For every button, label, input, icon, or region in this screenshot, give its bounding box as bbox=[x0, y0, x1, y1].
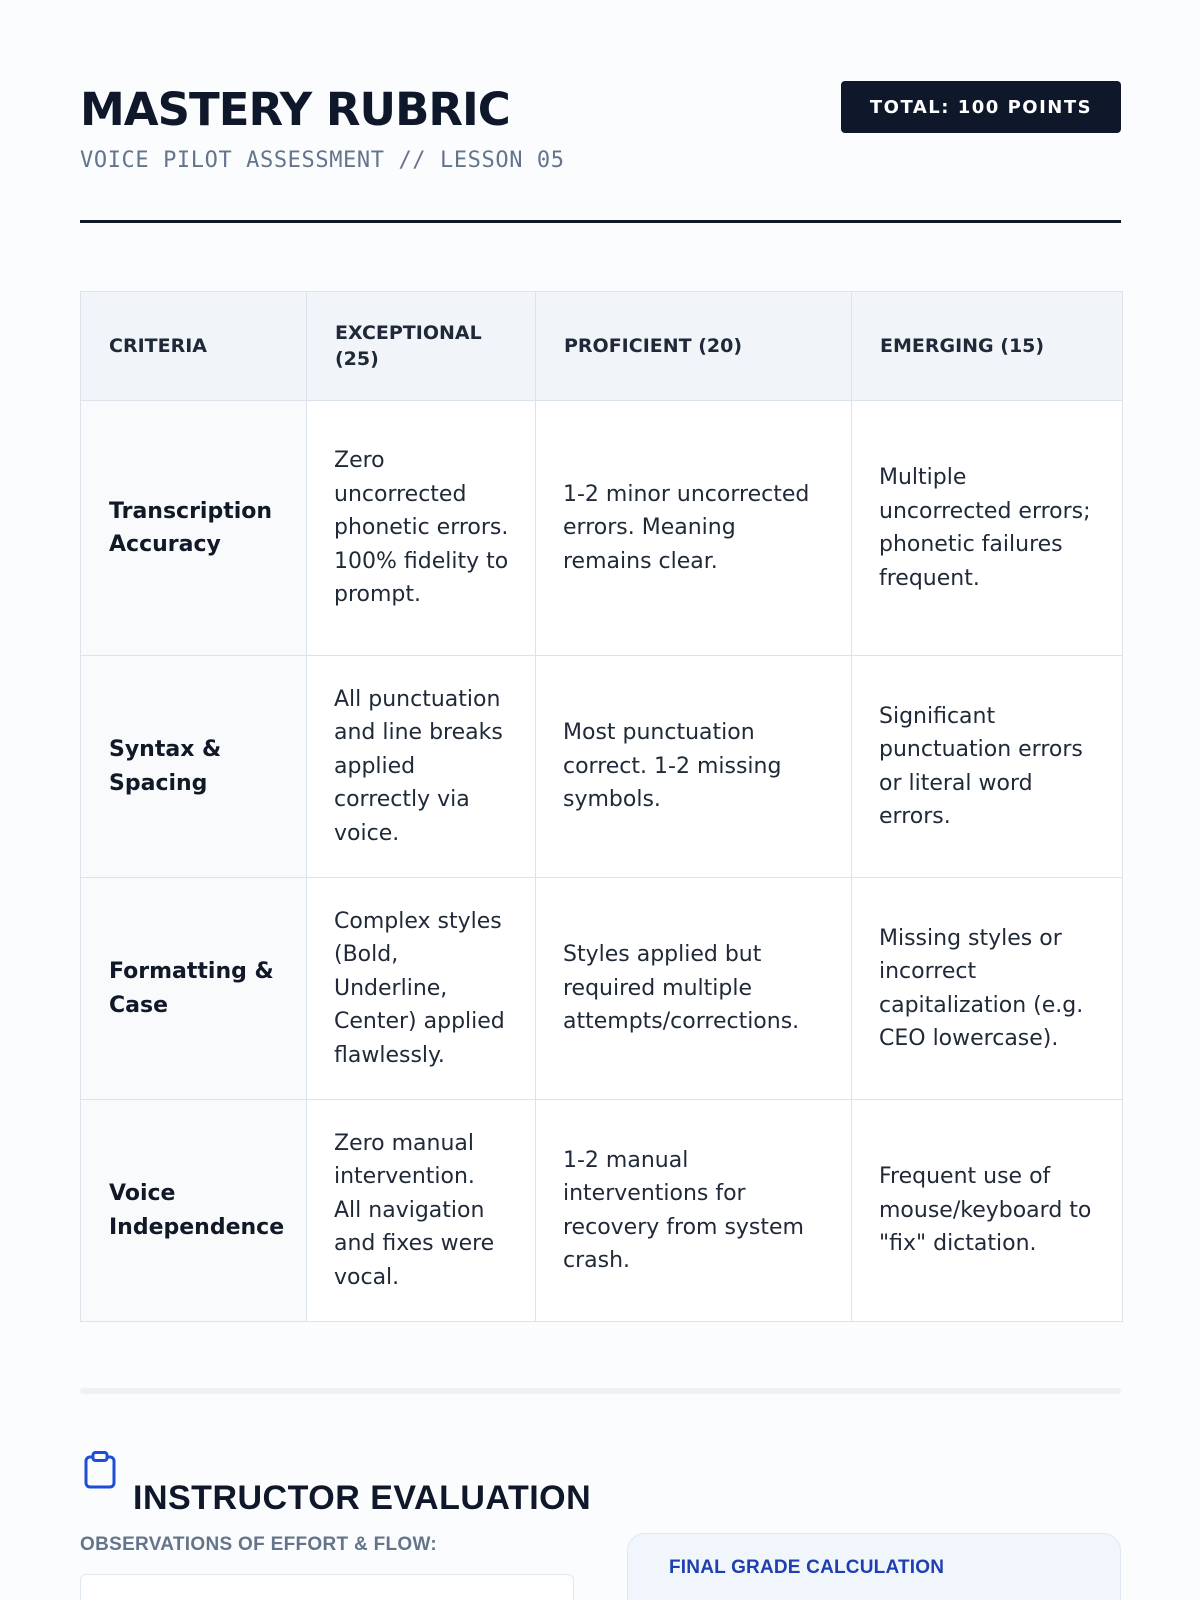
column-header-exceptional: EXCEPTIONAL (25) bbox=[307, 292, 536, 401]
exceptional-cell: Complex styles (Bold, Underline, Center) applied flawlessly. bbox=[307, 878, 536, 1100]
criteria-cell: Transcription Accuracy bbox=[81, 401, 307, 656]
emerging-cell: Multiple uncorrected errors; phonetic failures frequent. bbox=[852, 401, 1123, 656]
emerging-cell: Significant punctuation errors or literal word errors. bbox=[852, 656, 1123, 878]
table-row bbox=[81, 878, 1123, 1100]
proficient-cell: Styles applied but required multiple attempts/corrections. bbox=[536, 878, 852, 1100]
page-title: MASTERY RUBRIC bbox=[80, 83, 510, 136]
criteria-cell: Formatting & Case bbox=[81, 878, 307, 1100]
emerging-cell: Missing styles or incorrect capitalization (e.g. CEO lowercase). bbox=[852, 878, 1123, 1100]
rubric-header-row bbox=[81, 292, 1123, 401]
observations-label: OBSERVATIONS OF EFFORT & FLOW: bbox=[80, 1534, 437, 1555]
final-grade-title: FINAL GRADE CALCULATION bbox=[669, 1557, 945, 1578]
criteria-cell: Voice Independence bbox=[81, 1100, 307, 1322]
column-header-emerging: EMERGING (15) bbox=[852, 292, 1123, 401]
criteria-cell: Syntax & Spacing bbox=[81, 656, 307, 878]
exceptional-cell: All punctuation and line breaks applied correctly via voice. bbox=[307, 656, 536, 878]
proficient-cell: 1-2 manual interventions for recovery from system crash. bbox=[536, 1100, 852, 1322]
column-header-proficient: PROFICIENT (20) bbox=[536, 292, 852, 401]
emerging-cell: Frequent use of mouse/keyboard to "fix" dictation. bbox=[852, 1100, 1123, 1322]
table-row bbox=[81, 1100, 1123, 1322]
final-grade-card bbox=[627, 1533, 1121, 1600]
table-row bbox=[81, 656, 1123, 878]
header-divider bbox=[80, 220, 1121, 223]
table-row bbox=[81, 401, 1123, 656]
exceptional-cell: Zero manual intervention. All navigation and fixes were vocal. bbox=[307, 1100, 536, 1322]
clipboard-icon bbox=[83, 1451, 117, 1489]
total-points-badge: TOTAL: 100 POINTS bbox=[841, 81, 1121, 133]
observations-field[interactable] bbox=[80, 1574, 574, 1600]
exceptional-cell: Zero uncorrected phonetic errors. 100% fidelity to prompt. bbox=[307, 401, 536, 656]
section-divider bbox=[80, 1388, 1121, 1394]
proficient-cell: 1-2 minor uncorrected errors. Meaning remains clear. bbox=[536, 401, 852, 656]
column-header-criteria: CRITERIA bbox=[81, 292, 307, 401]
proficient-cell: Most punctuation correct. 1-2 missing symbols. bbox=[536, 656, 852, 878]
page-subtitle: VOICE PILOT ASSESSMENT // LESSON 05 bbox=[80, 148, 565, 173]
rubric-table bbox=[80, 291, 1123, 1322]
section-title: INSTRUCTOR EVALUATION bbox=[133, 1479, 592, 1518]
